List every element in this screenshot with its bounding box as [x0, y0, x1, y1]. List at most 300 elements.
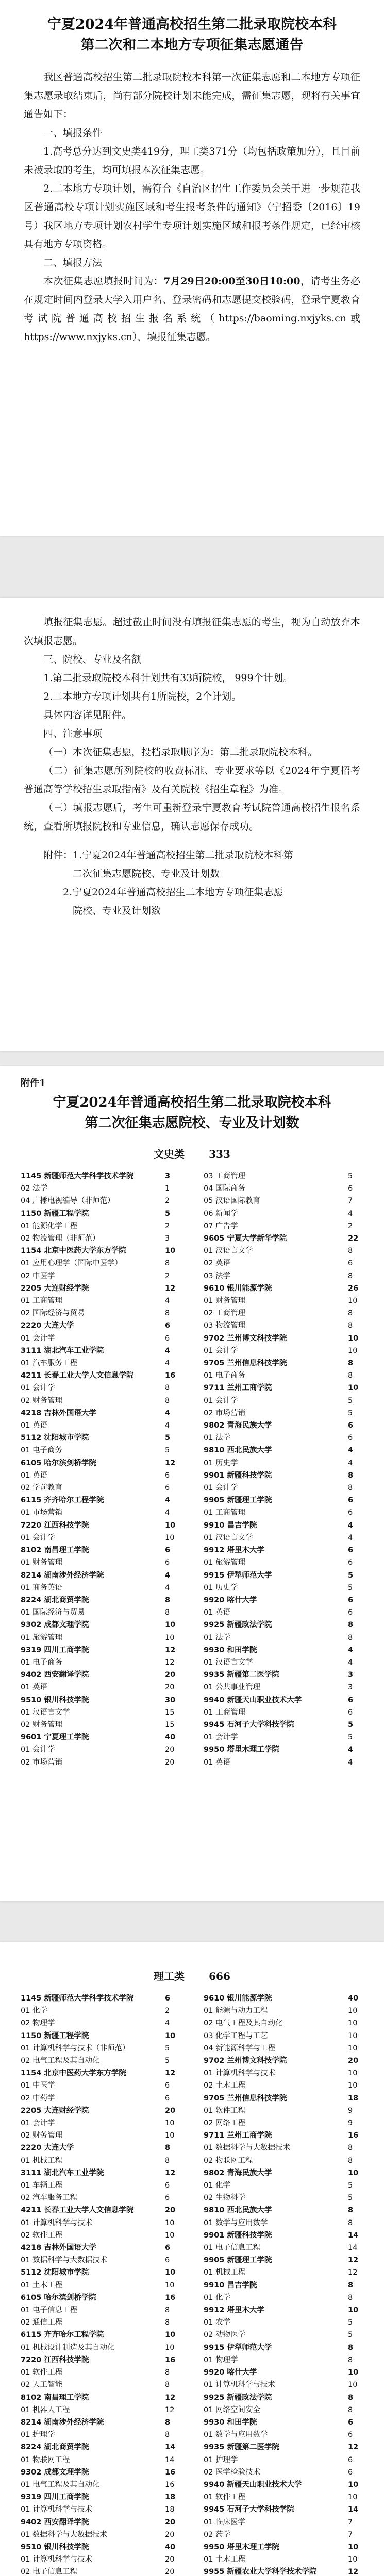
- row-name: 9905 新疆理工学院: [204, 1496, 272, 1505]
- major-row: [21, 1257, 180, 1269]
- row-count: 5: [348, 1571, 354, 1580]
- row-count: 10: [165, 2218, 175, 2227]
- major-row: [21, 1232, 180, 1245]
- row-count: 6: [348, 1696, 354, 1704]
- row-count: 6: [165, 2094, 170, 2103]
- major-row: [204, 2529, 363, 2541]
- major-row: [21, 2254, 180, 2266]
- row-count: 6: [348, 1496, 354, 1505]
- school-row: [21, 1432, 180, 1444]
- major-row: [21, 1719, 180, 1731]
- major-row: [21, 1506, 180, 1519]
- major-row: [204, 2017, 363, 2029]
- school-row: [21, 1345, 180, 1357]
- row-name: 3111 湖北汽车工业学院: [21, 1346, 104, 1355]
- row-name: 01 财务管理: [21, 1558, 63, 1567]
- row-count: 8: [165, 2156, 170, 2165]
- major-row: [204, 2067, 363, 2079]
- major-row: [21, 2117, 180, 2129]
- row-count: 5: [348, 2181, 353, 2190]
- row-count: 8: [165, 1396, 170, 1405]
- school-row: [21, 1457, 180, 1469]
- major-row: [21, 2155, 180, 2167]
- section-heading-2: 二、填报方法: [43, 257, 103, 268]
- row-count: 4: [165, 1571, 171, 1580]
- row-count: 8: [348, 2218, 353, 2227]
- row-name: 01 电子信息工程: [204, 2244, 261, 2252]
- row-name: 9711 兰州工商学院: [204, 1384, 272, 1393]
- row-name: 01 数据科学与大数据技术: [21, 2530, 108, 2539]
- row-count: 8: [165, 1384, 170, 1393]
- major-row: [21, 1395, 180, 1407]
- paragraph-see-attach: 具体内容详见附件。: [43, 709, 132, 721]
- row-name: 01 机械工程: [21, 2156, 63, 2165]
- row-name: 02 国际经济与贸易: [21, 1309, 85, 1318]
- school-row: [204, 2304, 363, 2316]
- major-row: [204, 2242, 363, 2254]
- row-name: 2220 大连大学: [21, 1321, 74, 1330]
- major-row: [204, 1731, 363, 1743]
- row-name: 05 汉语国际教育: [204, 1197, 261, 1206]
- school-row: [21, 1407, 180, 1419]
- row-name: 9605 宁夏大学新华学院: [204, 1234, 287, 1243]
- major-row: [204, 1307, 363, 1319]
- school-row: [204, 1669, 363, 1681]
- row-name: 01 软件工程: [21, 2368, 63, 2377]
- plan-column-left: [21, 1170, 180, 1769]
- row-count: 3: [165, 1234, 170, 1243]
- row-count: 6: [348, 1184, 353, 1193]
- row-count: 10: [348, 2493, 358, 2502]
- major-row: [21, 2304, 180, 2316]
- row-name: 8102 南昌理工学院: [21, 1546, 89, 1555]
- row-name: 1150 新疆工程学院: [21, 1209, 89, 1218]
- row-count: 6: [348, 2468, 353, 2477]
- row-name: 01 化学: [204, 2181, 231, 2190]
- school-row: [204, 1544, 363, 1556]
- row-name: 03 化学工程与工艺: [204, 2031, 268, 2040]
- row-count: 12: [165, 2069, 176, 2078]
- row-count: 16: [348, 2131, 359, 2140]
- row-count: 6: [165, 2081, 170, 2090]
- row-count: 5: [348, 2331, 353, 2340]
- major-row: [21, 1419, 180, 1432]
- row-name: 9955 新疆农业大学科学技术学院: [204, 2568, 317, 2576]
- section-heading-3: 三、院校、专业及名额: [43, 654, 142, 665]
- row-name: 02 中医学: [21, 1272, 55, 1280]
- row-count: 10: [348, 2480, 359, 2489]
- major-row: [204, 1506, 363, 1519]
- row-count: 20: [165, 2206, 176, 2215]
- row-count: 40: [348, 1994, 359, 2003]
- row-count: 14: [165, 2455, 175, 2464]
- row-count: 6: [348, 2418, 354, 2427]
- major-row: [21, 1606, 180, 1619]
- row-name: 9930 和田学院: [204, 1646, 257, 1654]
- row-name: 04 广播电视编导（非师范）: [21, 1197, 115, 1206]
- school-row: [204, 2204, 363, 2216]
- row-name: 6105 哈尔滨剑桥学院: [21, 2293, 96, 2302]
- school-row: [21, 2030, 180, 2042]
- row-count: 8: [348, 2393, 354, 2402]
- major-row: [21, 1482, 180, 1494]
- row-name: 01 英语: [21, 1471, 48, 1480]
- row-count: 20: [165, 2555, 175, 2564]
- major-row: [204, 1482, 363, 1494]
- row-count: 16: [165, 2468, 176, 2477]
- row-count: 16: [165, 2355, 176, 2364]
- row-count: 10: [165, 1633, 175, 1642]
- major-row: [21, 1307, 180, 1319]
- school-row: [204, 1619, 363, 1631]
- row-name: 02 网络工程: [204, 2119, 246, 2128]
- row-count: 4: [165, 1346, 171, 1355]
- major-row: [21, 1532, 180, 1544]
- row-name: 7220 江西科技学院: [21, 1521, 89, 1530]
- row-count: 4: [165, 1297, 170, 1306]
- row-name: 01 机械设计制造及其自动化: [21, 2343, 115, 2352]
- row-name: 07 广告学: [204, 1222, 238, 1230]
- row-count: 12: [165, 1284, 176, 1293]
- attachment-label: 附件1: [21, 1078, 46, 1089]
- row-name: 8224 湖北商贸学院: [21, 1596, 89, 1604]
- row-name: 01 软件工程: [204, 2493, 246, 2502]
- row-count: 5: [165, 1209, 171, 1218]
- school-row: [21, 2392, 180, 2404]
- notice-page-2: [0, 598, 384, 1051]
- row-name: 6115 齐齐哈尔工程学院: [21, 1496, 104, 1505]
- row-name: 9705 兰州信息科技学院: [204, 1359, 287, 1368]
- row-name: 01 工商管理: [21, 1297, 63, 1306]
- school-row: [21, 1619, 180, 1631]
- paragraph-score: 1.高考总分达到文史类419分，理工类371分（均包括政策加分），且目前未被录取的考生，均可填报本次征集志愿。: [24, 146, 360, 176]
- major-row: [204, 1582, 363, 1594]
- row-name: 01 汉语言文学: [204, 1247, 253, 1256]
- row-count: 20: [165, 1671, 176, 1680]
- row-name: 9945 石河子大学科技学院: [204, 1720, 294, 1729]
- row-name: 02 医学检验技术: [204, 2468, 261, 2477]
- row-count: 40: [165, 2543, 176, 2551]
- row-count: 5: [348, 1172, 353, 1180]
- row-count: 10: [165, 2343, 175, 2352]
- paragraph-deadline: 填报征集志愿。超过截止时间没有填报征集志愿的考生，视为自动放弃本次填报志愿。: [24, 617, 360, 647]
- row-name: 9915 伊犁师范大学: [204, 2343, 272, 2352]
- row-count: 7: [348, 1197, 353, 1206]
- school-row: [204, 2541, 363, 2553]
- major-row: [204, 2466, 363, 2479]
- row-name: 01 工商管理: [204, 1708, 246, 1717]
- row-count: 8: [348, 1484, 353, 1493]
- row-count: 10: [165, 2331, 176, 2340]
- row-name: 01 法学: [204, 1434, 231, 1443]
- row-count: 5: [348, 1733, 353, 1742]
- row-count: 4: [165, 1583, 170, 1592]
- plan-page-ligong: [0, 1942, 384, 2576]
- plan-column-right: [204, 1170, 363, 1769]
- row-name: 01 旅游管理: [204, 1558, 246, 1567]
- row-name: 3111 湖北汽车工业学院: [21, 2168, 104, 2177]
- row-count: 12: [165, 1646, 176, 1654]
- major-row: [204, 1532, 363, 1544]
- row-name: 01 机器人工程: [21, 2405, 70, 2414]
- major-row: [21, 1444, 180, 1456]
- row-name: 01 英语: [21, 1421, 48, 1430]
- row-name: 01 历史学: [204, 1583, 238, 1592]
- row-count: 8: [348, 2343, 354, 2352]
- school-row: [204, 2503, 363, 2516]
- row-name: 03 物流管理: [204, 1321, 246, 1330]
- row-count: 14: [348, 2505, 359, 2514]
- row-name: 9610 银川能源学院: [204, 1994, 272, 2003]
- row-count: 3: [348, 1671, 354, 1680]
- row-count: 40: [165, 1733, 176, 1742]
- major-row: [21, 2079, 180, 2092]
- row-name: 4218 吉林外国语大学: [21, 2244, 96, 2252]
- row-count: 4: [348, 1446, 354, 1455]
- row-name: 01 电子信息工程: [21, 2306, 78, 2315]
- row-name: 02 工商管理: [204, 1309, 246, 1318]
- row-name: 04 国际商务: [204, 1184, 246, 1193]
- row-name: 01 中医学: [21, 2081, 55, 2090]
- major-row: [204, 2192, 363, 2204]
- row-count: 5: [165, 2044, 170, 2053]
- row-count: 4: [348, 1758, 353, 1767]
- row-name: 01 计算机科学与技术: [204, 2381, 276, 2389]
- section-heading-4: 四、注意事项: [43, 728, 103, 739]
- row-name: 01 机械工程: [204, 2268, 246, 2277]
- row-name: 01 数学与应用数学: [204, 2218, 268, 2227]
- attachment-1-cont: 二次征集志愿院校、专业及计划数: [73, 868, 220, 879]
- row-name: 9901 新疆科技学院: [204, 2231, 272, 2240]
- row-count: 2: [165, 1197, 170, 1206]
- school-row: [21, 1170, 180, 1182]
- major-row: [204, 2179, 363, 2192]
- major-row: [21, 1357, 180, 1369]
- major-row: [21, 1469, 180, 1482]
- row-count: 12: [165, 1459, 176, 1467]
- major-row: [21, 2179, 180, 2192]
- row-name: 02 汽车服务工程: [21, 2194, 78, 2202]
- row-name: 01 财务管理: [204, 1297, 246, 1306]
- row-name: 01 电子商务: [21, 1446, 63, 1455]
- row-count: 4: [348, 1658, 353, 1667]
- row-count: 1: [165, 1184, 170, 1193]
- school-row: [204, 1594, 363, 1606]
- row-name: 1150 新疆工程学院: [21, 2031, 89, 2040]
- row-count: 8: [165, 1309, 170, 1318]
- row-name: 01 电子商务: [204, 1371, 246, 1380]
- school-row: [204, 2279, 363, 2292]
- school-row: [21, 1694, 180, 1706]
- row-count: 7: [348, 2530, 353, 2539]
- major-row: [204, 2266, 363, 2279]
- school-row: [204, 2392, 363, 2404]
- row-name: 9950 塔里木理工学院: [204, 2543, 279, 2551]
- row-count: 4: [348, 1533, 353, 1542]
- row-count: 6: [348, 1708, 353, 1717]
- row-count: 8: [348, 1371, 353, 1380]
- major-row: [21, 1681, 180, 1693]
- row-name: 02 财务管理: [21, 1720, 63, 1729]
- row-count: 6: [348, 2455, 353, 2464]
- row-name: 02 软件工程: [21, 2231, 63, 2240]
- major-row: [204, 1656, 363, 1669]
- row-count: 4: [348, 1521, 354, 1530]
- major-row: [204, 2379, 363, 2391]
- row-count: 4: [348, 1745, 354, 1754]
- row-name: 01 会计学: [21, 2119, 55, 2128]
- row-name: 9925 新疆政法学院: [204, 2393, 272, 2402]
- major-row: [204, 1208, 363, 1220]
- major-row: [21, 1743, 180, 1756]
- row-name: 1145 新疆师范大学科学技术学院: [21, 1994, 134, 2003]
- row-name: 02 物理学: [21, 2019, 55, 2028]
- major-row: [21, 1656, 180, 1669]
- major-row: [204, 1270, 363, 1282]
- school-row: [21, 1245, 180, 1257]
- row-name: 9910 昌吉学院: [204, 1521, 257, 1530]
- row-count: 14: [348, 2244, 358, 2252]
- plan-column-right: [204, 1992, 363, 2576]
- major-row: [21, 2566, 180, 2576]
- row-count: 10: [165, 2281, 175, 2290]
- notice-title-line2: 第二次和二本地方专项征集志愿通告: [80, 37, 304, 53]
- row-count: 16: [165, 2480, 175, 2489]
- row-name: 03 法学: [204, 1272, 231, 1280]
- row-name: 9810 西北民族大学: [204, 2206, 272, 2215]
- school-row: [21, 1208, 180, 1220]
- school-row: [21, 1544, 180, 1556]
- row-name: 01 法学: [204, 1633, 231, 1642]
- row-count: 8: [348, 1272, 353, 1280]
- plan-columns-ligong: [21, 1992, 363, 2576]
- row-name: 01 物联网工程: [21, 2455, 70, 2464]
- row-name: 01 计算机科学与技术: [21, 2505, 93, 2514]
- row-count: 10: [348, 2381, 358, 2389]
- row-name: 01 市场营销: [21, 1509, 63, 1517]
- school-row: [204, 1382, 363, 1394]
- row-name: 7220 江西科技学院: [21, 2355, 89, 2364]
- row-count: 14: [348, 2231, 359, 2240]
- row-count: 6: [165, 2194, 170, 2202]
- major-row: [204, 1257, 363, 1269]
- major-row: [21, 2316, 180, 2329]
- school-row: [204, 1569, 363, 1582]
- row-count: 15: [165, 1708, 175, 1717]
- row-count: 8: [348, 1247, 353, 1256]
- row-name: 01 农学: [204, 2318, 231, 2327]
- row-count: 10: [348, 2031, 358, 2040]
- school-row: [21, 1992, 180, 2005]
- row-name: 01 会计学: [21, 1745, 55, 1754]
- row-count: 5: [165, 1446, 170, 1455]
- row-name: 9319 四川工商学院: [21, 2493, 89, 2502]
- row-count: 9: [348, 2106, 353, 2115]
- row-count: 4: [348, 1459, 353, 1467]
- row-count: 5: [165, 1434, 171, 1443]
- row-name: 5112 沈阳城市学院: [21, 1434, 89, 1443]
- row-count: 8: [165, 2144, 171, 2153]
- major-row: [204, 1756, 363, 1769]
- row-name: 1145 新疆师范大学科学技术学院: [21, 1172, 134, 1180]
- row-name: 9702 兰州博文科技学院: [204, 1334, 287, 1343]
- row-name: 01 会计学: [21, 1533, 55, 1542]
- row-name: 1154 北京中医药大学东方学院: [21, 2069, 126, 2078]
- row-name: 02 物联网工程: [204, 2156, 253, 2165]
- major-row: [21, 2404, 180, 2416]
- school-row: [21, 2204, 180, 2216]
- major-row: [21, 2042, 180, 2055]
- intro-paragraph: 我区普通高校招生第二批录取院校本科第一次征集志愿和二本地方专项征集志愿录取结束后，尚有部分院校计划未能完成，需征集志愿，现将有关事宜通告如下：: [24, 72, 360, 120]
- row-count: 8: [165, 2418, 171, 2427]
- major-row: [21, 1582, 180, 1594]
- row-count: 10: [348, 2555, 358, 2564]
- school-row: [21, 1319, 180, 1332]
- major-row: [204, 2553, 363, 2566]
- major-row: [21, 2379, 180, 2391]
- row-count: 6: [348, 1546, 354, 1555]
- row-count: 12: [165, 2405, 175, 2414]
- attachment-1: 附件：1.宁夏2024年普通高校招生第二批录取院校本科第: [43, 850, 293, 861]
- row-name: 02 人工智能: [21, 2381, 63, 2389]
- major-row: [204, 1182, 363, 1195]
- row-name: 9802 青海民族大学: [204, 2168, 272, 2177]
- row-name: 9915 伊犁师范大学: [204, 1571, 272, 1580]
- row-count: 8: [348, 1321, 353, 1330]
- major-row: [21, 1332, 180, 1345]
- row-name: 01 计算机科学与技术: [204, 2069, 276, 2078]
- row-count: 6: [165, 1994, 171, 2003]
- row-name: 02 中药学: [21, 2094, 55, 2103]
- row-count: 8: [348, 2206, 354, 2215]
- major-row: [21, 1195, 180, 1207]
- school-row: [204, 2342, 363, 2354]
- row-count: 5: [165, 2057, 170, 2065]
- major-row: [21, 2279, 180, 2292]
- row-name: 01 电子商务: [21, 1658, 63, 1667]
- major-row: [21, 2055, 180, 2067]
- major-row: [21, 2217, 180, 2229]
- row-name: 02 物流管理（非师范）: [21, 1234, 100, 1243]
- row-name: 9802 青海民族大学: [204, 1421, 272, 1430]
- row-count: 6: [165, 1471, 170, 1480]
- school-row: [21, 2105, 180, 2117]
- row-name: 01 车辆工程: [21, 2181, 63, 2190]
- major-row: [204, 1632, 363, 1644]
- paragraph-plan-count: 1.第二批录取院校本科计划共有33所院校， 999个计划。: [43, 672, 293, 684]
- row-count: 6: [165, 2181, 170, 2190]
- row-count: 8: [348, 1471, 354, 1480]
- row-name: 9912 塔里木大学: [204, 2306, 264, 2315]
- row-count: 4: [165, 1359, 170, 1368]
- school-row: [21, 2441, 180, 2453]
- major-row: [21, 1756, 180, 1769]
- row-name: 02 财务管理: [21, 1396, 63, 1405]
- row-count: 12: [348, 2568, 359, 2576]
- row-name: 8224 湖北商贸学院: [21, 2443, 89, 2452]
- major-row: [204, 2316, 363, 2329]
- major-row: [204, 2329, 363, 2341]
- row-count: 6: [165, 1334, 170, 1343]
- row-name: 9319 四川工商学院: [21, 1646, 89, 1654]
- major-row: [21, 1706, 180, 1719]
- row-count: 8: [348, 2156, 353, 2165]
- major-row: [204, 2516, 363, 2529]
- row-name: 01 工商管理: [204, 1509, 246, 1517]
- row-name: 1154 北京中医药大学东方学院: [21, 1247, 126, 1256]
- row-name: 9901 新疆科技学院: [204, 1471, 272, 1480]
- school-row: [204, 1419, 363, 1432]
